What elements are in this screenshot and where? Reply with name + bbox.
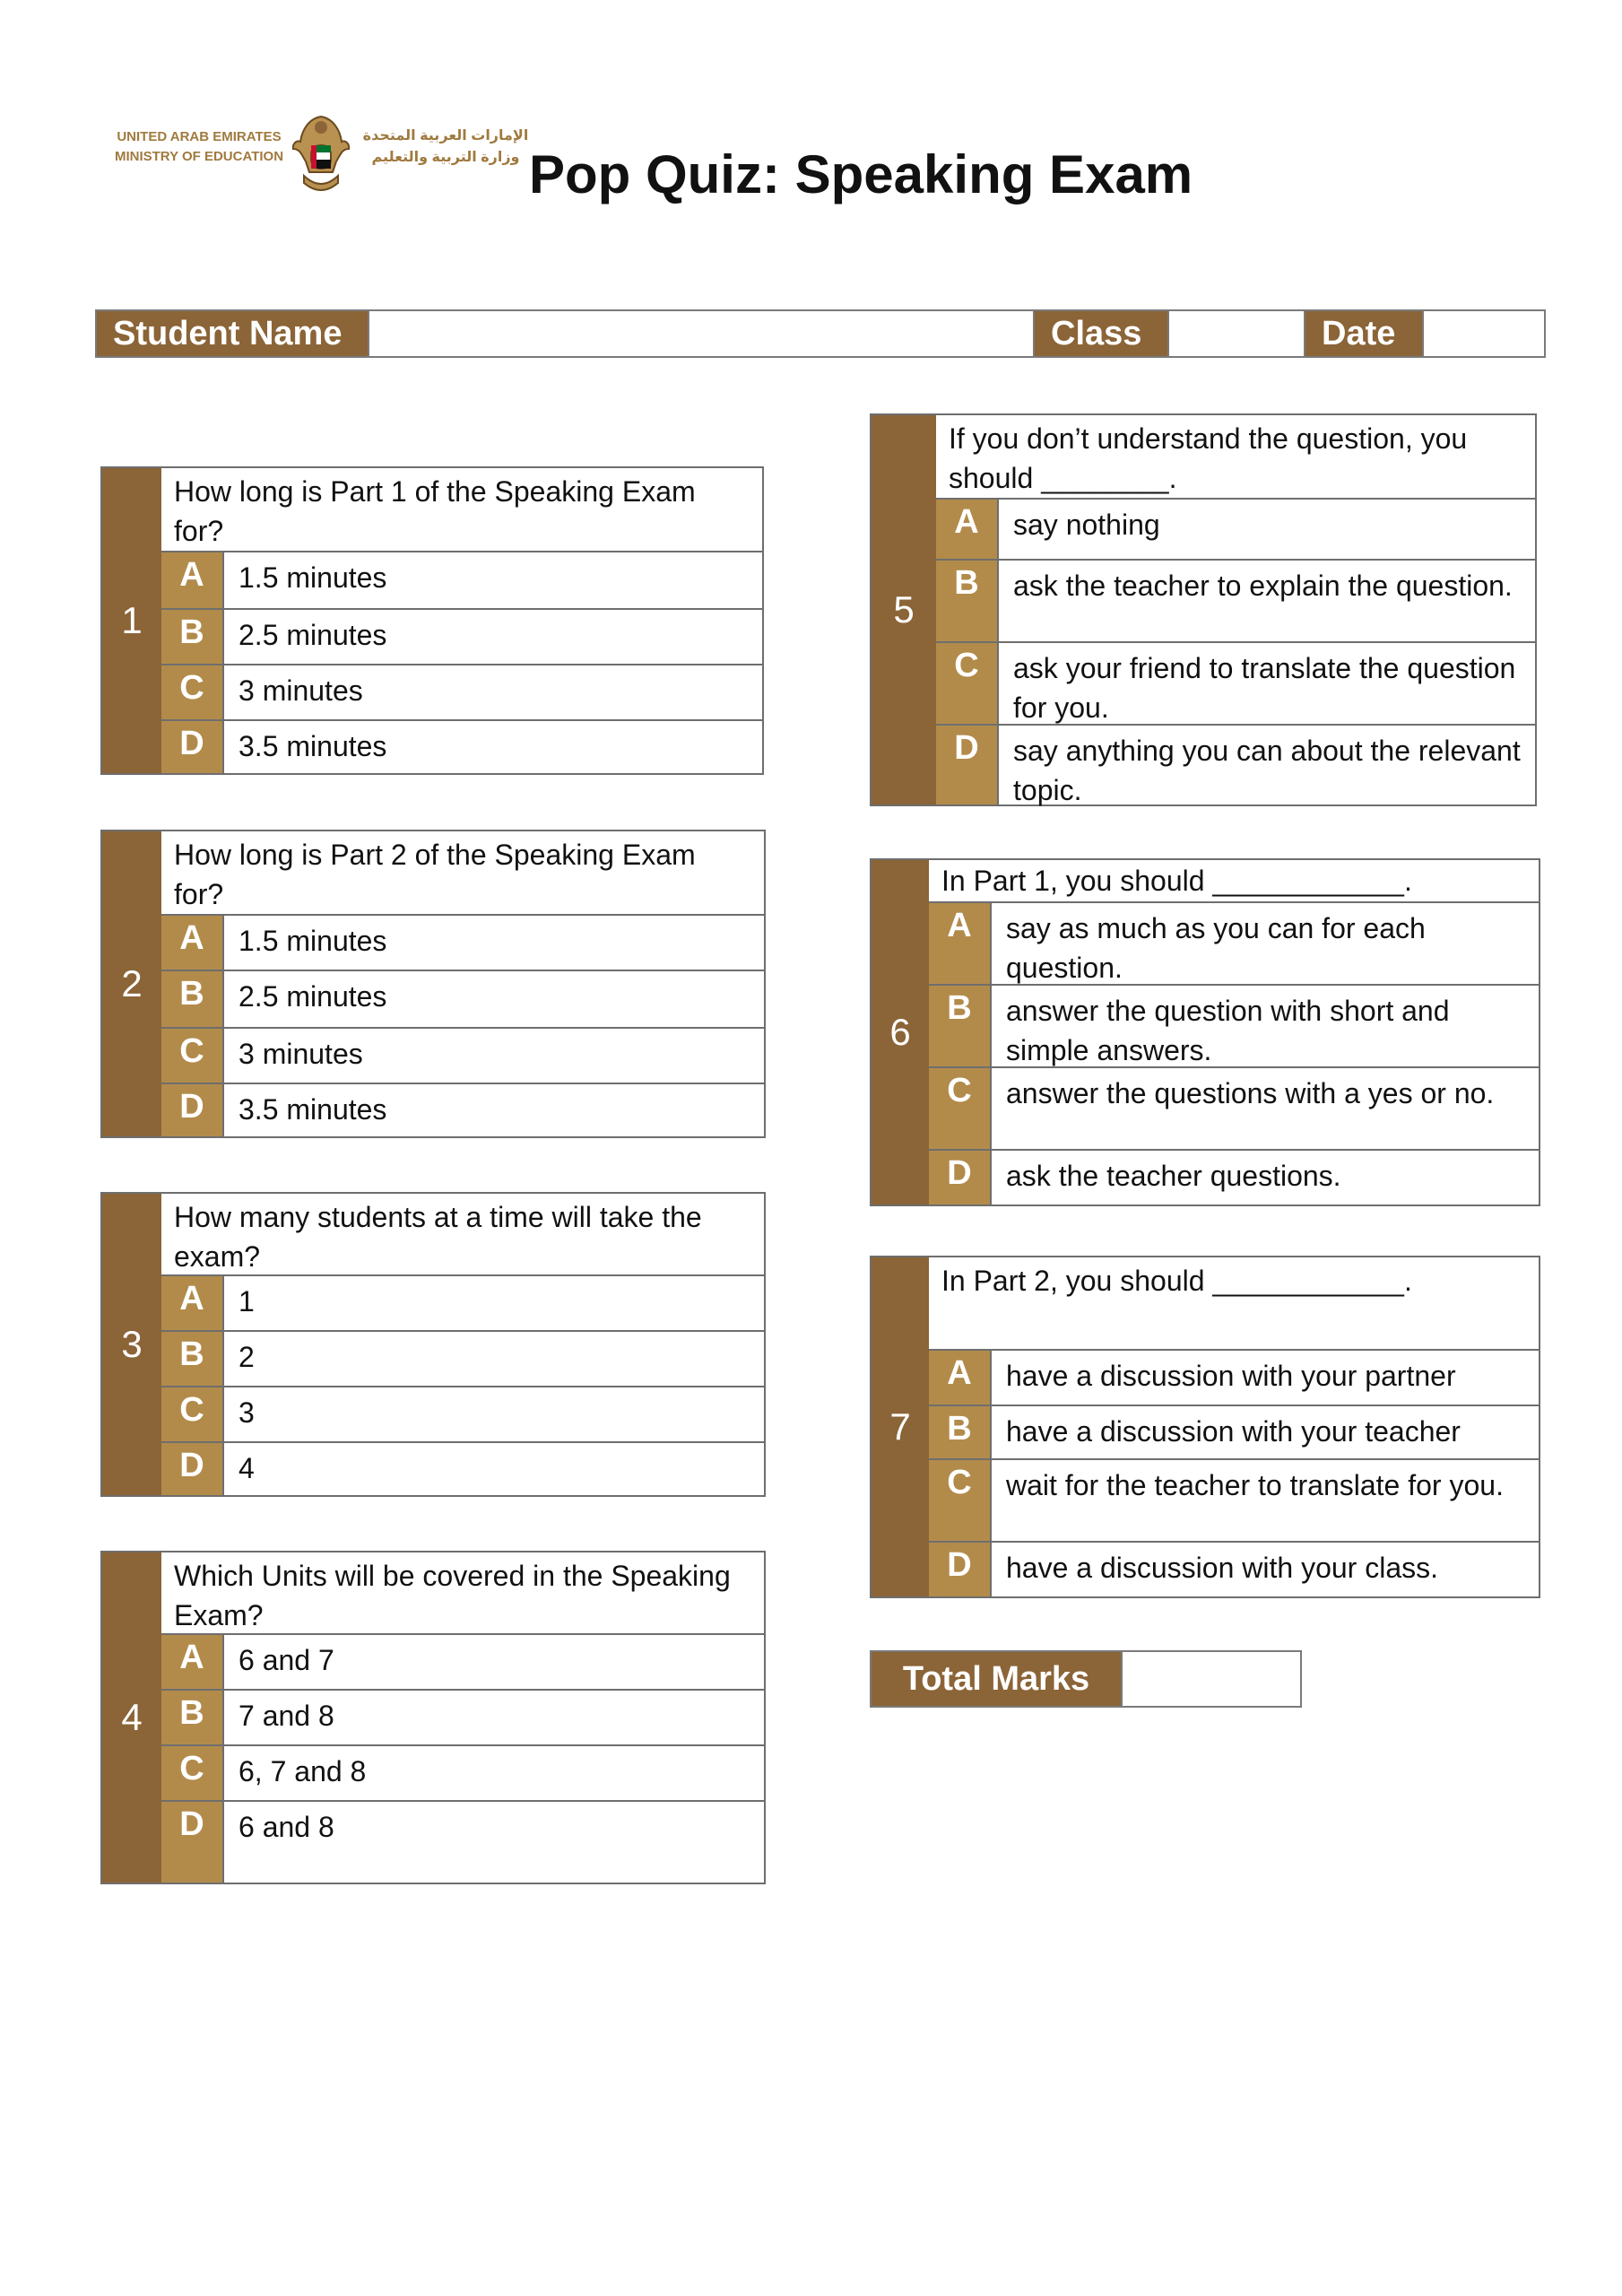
option-text: ask your friend to translate the question for you.: [1013, 652, 1516, 724]
option-text: 1.5 minutes: [239, 561, 387, 594]
option-letter: B: [929, 1406, 992, 1458]
uae-emblem-icon: [290, 109, 352, 199]
option-letter: B: [161, 1332, 224, 1386]
option-letter: C: [161, 665, 224, 719]
option-text: 6, 7 and 8: [239, 1755, 367, 1787]
option-text: have a discussion with your partner: [1006, 1360, 1456, 1392]
option-c[interactable]: [161, 1746, 764, 1802]
option-text: 6 and 8: [239, 1811, 334, 1843]
question-stem: How long is Part 1 of the Speaking Exam for?: [161, 468, 762, 552]
option-c[interactable]: [929, 1068, 1539, 1151]
option-d[interactable]: [929, 1151, 1539, 1205]
option-text: have a discussion with your teacher: [1006, 1415, 1461, 1448]
option-text: 1.5 minutes: [239, 925, 387, 957]
option-letter: D: [161, 1084, 224, 1136]
option-d[interactable]: [161, 1084, 764, 1136]
class-field[interactable]: [1167, 311, 1304, 356]
option-a[interactable]: [161, 1635, 764, 1691]
question-number: 6: [872, 860, 929, 1205]
option-text: 7 and 8: [239, 1700, 334, 1732]
question-stem: How long is Part 2 of the Speaking Exam for?: [161, 831, 764, 916]
option-letter: C: [929, 1068, 992, 1149]
option-d[interactable]: [929, 1543, 1539, 1596]
option-letter: B: [161, 971, 224, 1027]
question-stem: Which Units will be covered in the Speaking Exam?: [161, 1552, 764, 1635]
class-label: Class: [1033, 311, 1167, 356]
option-letter: D: [929, 1543, 992, 1596]
option-text: answer the question with short and simple answers.: [1006, 995, 1450, 1066]
ministry-logo: [106, 109, 527, 199]
ministry-name-english: [113, 127, 285, 167]
org-ar-line2: وزارة التربية والتعليم: [371, 150, 520, 165]
option-text: 2.5 minutes: [239, 980, 387, 1013]
page-title: Pop Quiz: Speaking Exam: [529, 144, 1193, 204]
option-text: say nothing: [1013, 509, 1160, 541]
question-3: [100, 1192, 766, 1497]
option-text: 3: [239, 1396, 255, 1429]
option-a[interactable]: [161, 1276, 764, 1332]
option-letter: C: [936, 643, 999, 724]
question-5: [870, 413, 1537, 806]
option-a[interactable]: [929, 1351, 1539, 1406]
student-name-field[interactable]: [368, 311, 1033, 356]
option-text: 6 and 7: [239, 1644, 334, 1676]
option-letter: D: [161, 1443, 224, 1495]
option-text: 2: [239, 1341, 255, 1373]
option-text: say anything you can about the relevant topic.: [1013, 735, 1521, 806]
option-text: have a discussion with your class.: [1006, 1552, 1438, 1584]
option-d[interactable]: [161, 1443, 764, 1495]
question-6: [870, 858, 1540, 1206]
option-text: 3 minutes: [239, 1038, 363, 1070]
option-letter: D: [161, 721, 224, 773]
option-letter: C: [161, 1029, 224, 1083]
option-b[interactable]: [929, 1406, 1539, 1460]
option-text: ask the teacher to explain the question.: [1013, 570, 1513, 602]
option-c[interactable]: [936, 643, 1535, 726]
option-letter: A: [936, 500, 999, 559]
question-2: [100, 830, 766, 1138]
total-marks-field[interactable]: [1121, 1652, 1300, 1706]
option-b[interactable]: [161, 1332, 764, 1387]
option-letter: A: [161, 552, 224, 608]
question-stem: In Part 1, you should ____________.: [929, 860, 1539, 903]
option-letter: B: [936, 561, 999, 641]
option-b[interactable]: [161, 1691, 764, 1746]
ministry-name-arabic: [362, 126, 529, 169]
question-number: 1: [102, 468, 161, 773]
option-text: 3.5 minutes: [239, 730, 387, 762]
option-letter: A: [929, 1351, 992, 1405]
student-info-bar: [95, 309, 1546, 358]
question-stem: How many students at a time will take the exam?: [161, 1194, 764, 1276]
option-text: 3 minutes: [239, 674, 363, 707]
question-7: [870, 1256, 1540, 1598]
option-text: 3.5 minutes: [239, 1093, 387, 1126]
option-a[interactable]: [161, 916, 764, 971]
option-letter: A: [161, 916, 224, 970]
option-letter: C: [929, 1460, 992, 1541]
option-b[interactable]: [161, 610, 762, 665]
option-letter: D: [936, 726, 999, 804]
option-text: 2.5 minutes: [239, 619, 387, 651]
option-a[interactable]: [929, 903, 1539, 986]
option-a[interactable]: [936, 500, 1535, 561]
question-4: [100, 1551, 766, 1884]
total-marks-label: Total Marks: [872, 1652, 1121, 1706]
option-c[interactable]: [161, 1387, 764, 1443]
option-letter: D: [161, 1802, 224, 1883]
option-letter: A: [929, 903, 992, 984]
option-letter: B: [161, 1691, 224, 1744]
option-text: say as much as you can for each question.: [1006, 912, 1426, 984]
option-c[interactable]: [161, 1029, 764, 1084]
option-text: ask the teacher questions.: [1006, 1160, 1341, 1192]
option-c[interactable]: [161, 665, 762, 721]
option-c[interactable]: [929, 1460, 1539, 1543]
org-ar-line1: الإمارات العربية المتحدة: [362, 128, 529, 144]
option-b[interactable]: [929, 986, 1539, 1068]
total-marks-box: [870, 1650, 1302, 1708]
option-d[interactable]: [161, 721, 762, 773]
question-number: 4: [102, 1552, 161, 1883]
question-number: 7: [872, 1257, 929, 1596]
question-1: [100, 466, 764, 775]
option-text: answer the questions with a yes or no.: [1006, 1077, 1495, 1109]
date-field[interactable]: [1422, 311, 1544, 356]
option-letter: D: [929, 1151, 992, 1205]
date-label: Date: [1304, 311, 1422, 356]
org-en-line1: UNITED ARAB EMIRATES: [117, 129, 282, 144]
student-name-label: Student Name: [97, 311, 368, 356]
option-letter: B: [161, 610, 224, 664]
option-b[interactable]: [161, 971, 764, 1029]
option-letter: B: [929, 986, 992, 1066]
option-letter: A: [161, 1276, 224, 1330]
question-stem: In Part 2, you should ____________.: [929, 1257, 1539, 1351]
question-number: 2: [102, 831, 161, 1136]
option-text: 1: [239, 1285, 255, 1318]
option-text: 4: [239, 1452, 255, 1484]
org-en-line2: MINISTRY OF EDUCATION: [114, 149, 284, 164]
option-text: wait for the teacher to translate for you.: [1006, 1469, 1504, 1501]
option-a[interactable]: [161, 552, 762, 610]
option-d[interactable]: [936, 726, 1535, 804]
option-letter: C: [161, 1387, 224, 1441]
question-number: 3: [102, 1194, 161, 1495]
option-letter: C: [161, 1746, 224, 1800]
option-b[interactable]: [936, 561, 1535, 643]
question-number: 5: [872, 415, 936, 804]
question-stem: If you don’t understand the question, you should ________.: [936, 415, 1535, 500]
option-d[interactable]: [161, 1802, 764, 1883]
option-letter: A: [161, 1635, 224, 1689]
